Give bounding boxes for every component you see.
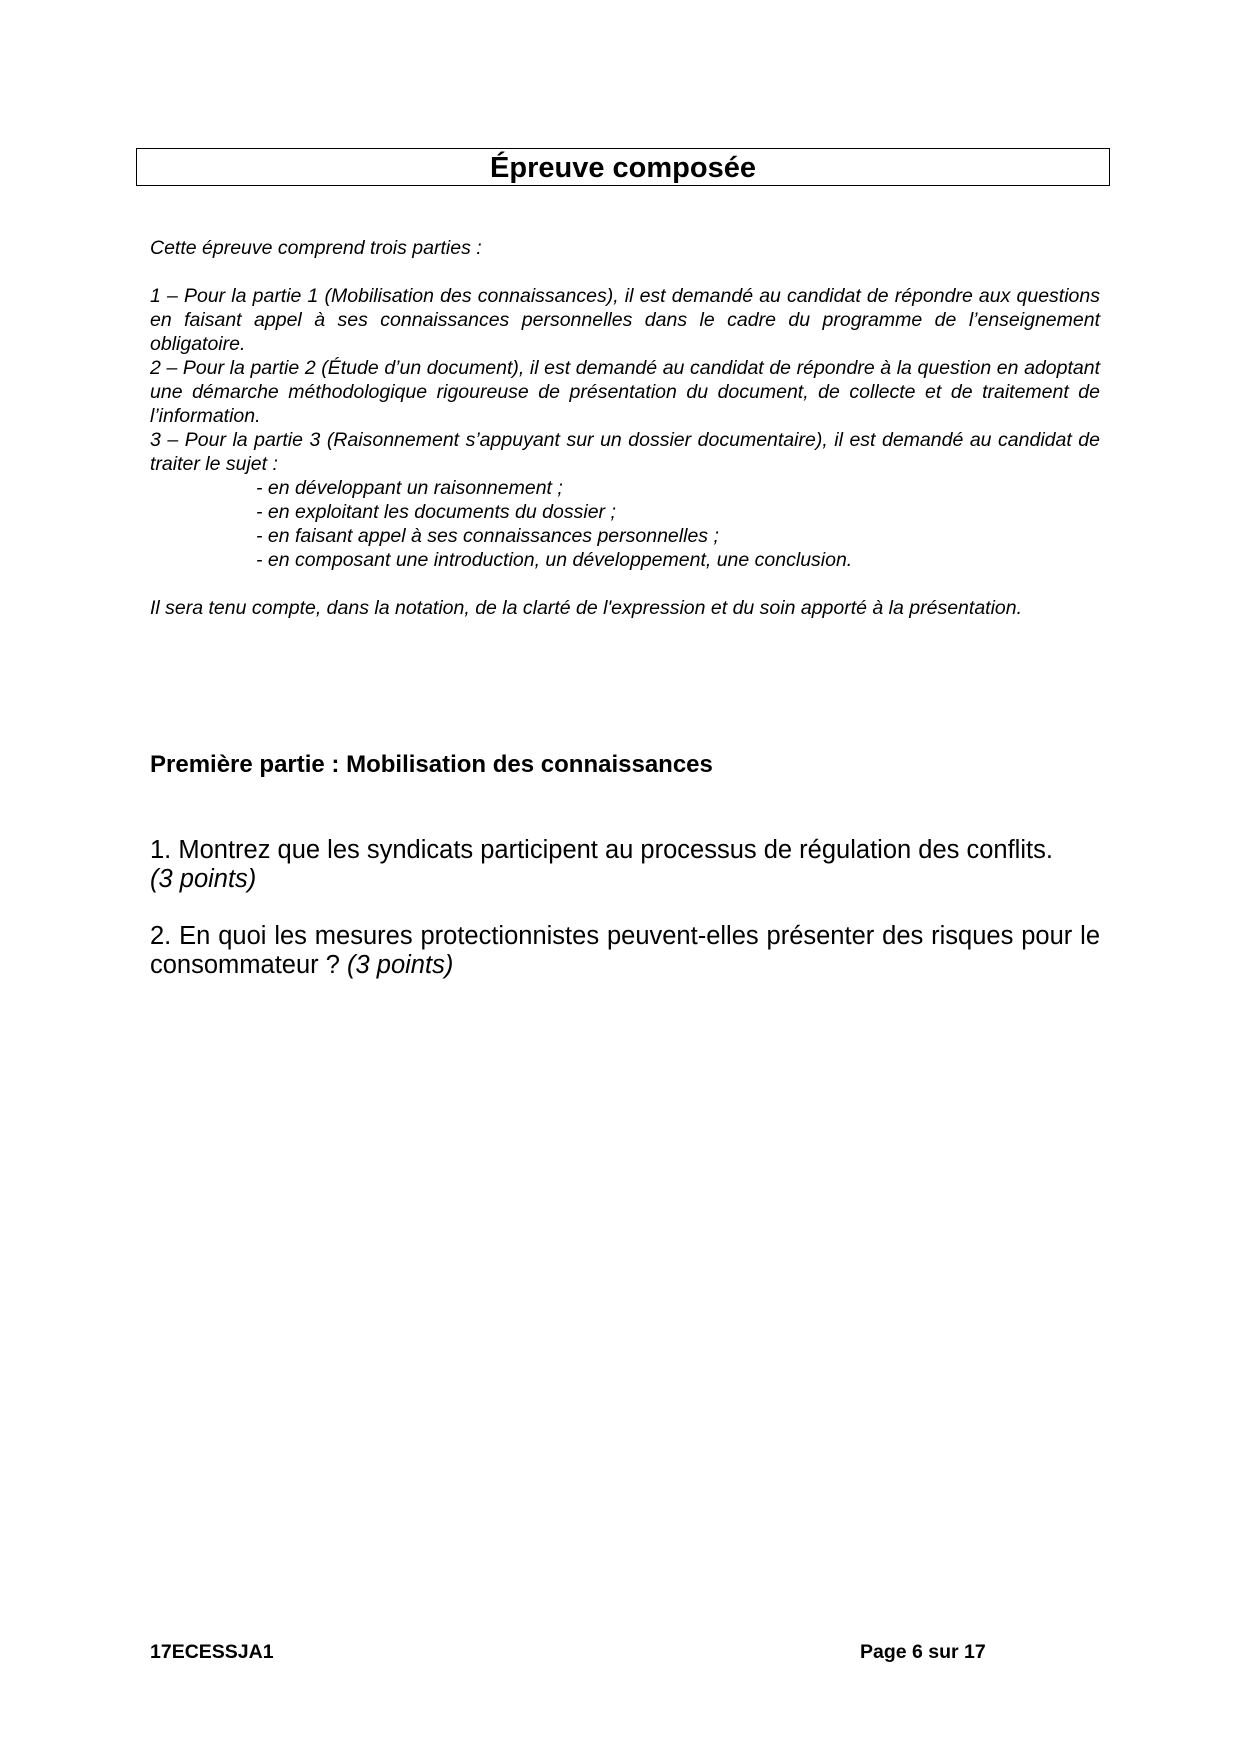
instructions-part-1: 1 – Pour la partie 1 (Mobilisation des connaissances), il est demandé au candidat de répondre aux questions en faisant appel à ses connaissances personnelles dans le cadre du programme de l’enseignement obligatoire. bbox=[150, 285, 1100, 355]
page-title: Épreuve composée bbox=[490, 152, 756, 184]
spacer bbox=[150, 572, 1100, 596]
instructions-intro: Cette épreuve comprend trois parties : bbox=[150, 237, 482, 259]
instructions-bullet: - en faisant appel à ses connaissances personnelles ; bbox=[256, 525, 719, 547]
question-2 bbox=[150, 922, 1100, 980]
question-1-text: 1. Montrez que les syndicats participent au processus de régulation des conflits. bbox=[150, 836, 1053, 864]
title-box bbox=[136, 148, 1110, 186]
instructions-part-2: 2 – Pour la partie 2 (Étude d’un document), il est demandé au candidat de répondre à la question en adoptant une démarche méthodologique rigoureuse de présentation du document, de collecte et de traitement de l’information. bbox=[150, 357, 1100, 427]
spacer bbox=[150, 260, 1100, 284]
instructions-bullet: - en composant une introduction, un développement, une conclusion. bbox=[256, 549, 853, 571]
question-2-points: (3 points) bbox=[347, 951, 454, 979]
instructions-bullet: - en développant un raisonnement ; bbox=[256, 477, 563, 499]
question-1 bbox=[150, 836, 1100, 894]
section-heading: Première partie : Mobilisation des connaissances bbox=[150, 751, 713, 778]
instructions-block bbox=[150, 236, 1100, 620]
footer-page-number: Page 6 sur 17 bbox=[860, 1641, 986, 1663]
instructions-notation: Il sera tenu compte, dans la notation, de la clarté de l'expression et du soin apporté à la présentation. bbox=[150, 597, 1023, 619]
instructions-part-3: 3 – Pour la partie 3 (Raisonnement s’appuyant sur un dossier documentaire), il est demandé au candidat de traiter le sujet : bbox=[150, 429, 1100, 475]
question-1-points: (3 points) bbox=[150, 865, 257, 893]
instructions-bullet: - en exploitant les documents du dossier ; bbox=[256, 501, 616, 523]
footer-code: 17ECESSJA1 bbox=[150, 1641, 274, 1663]
question-2-text: 2. En quoi les mesures protectionnistes peuvent-elles présenter des risques pour le consommateur ? bbox=[150, 922, 1100, 979]
